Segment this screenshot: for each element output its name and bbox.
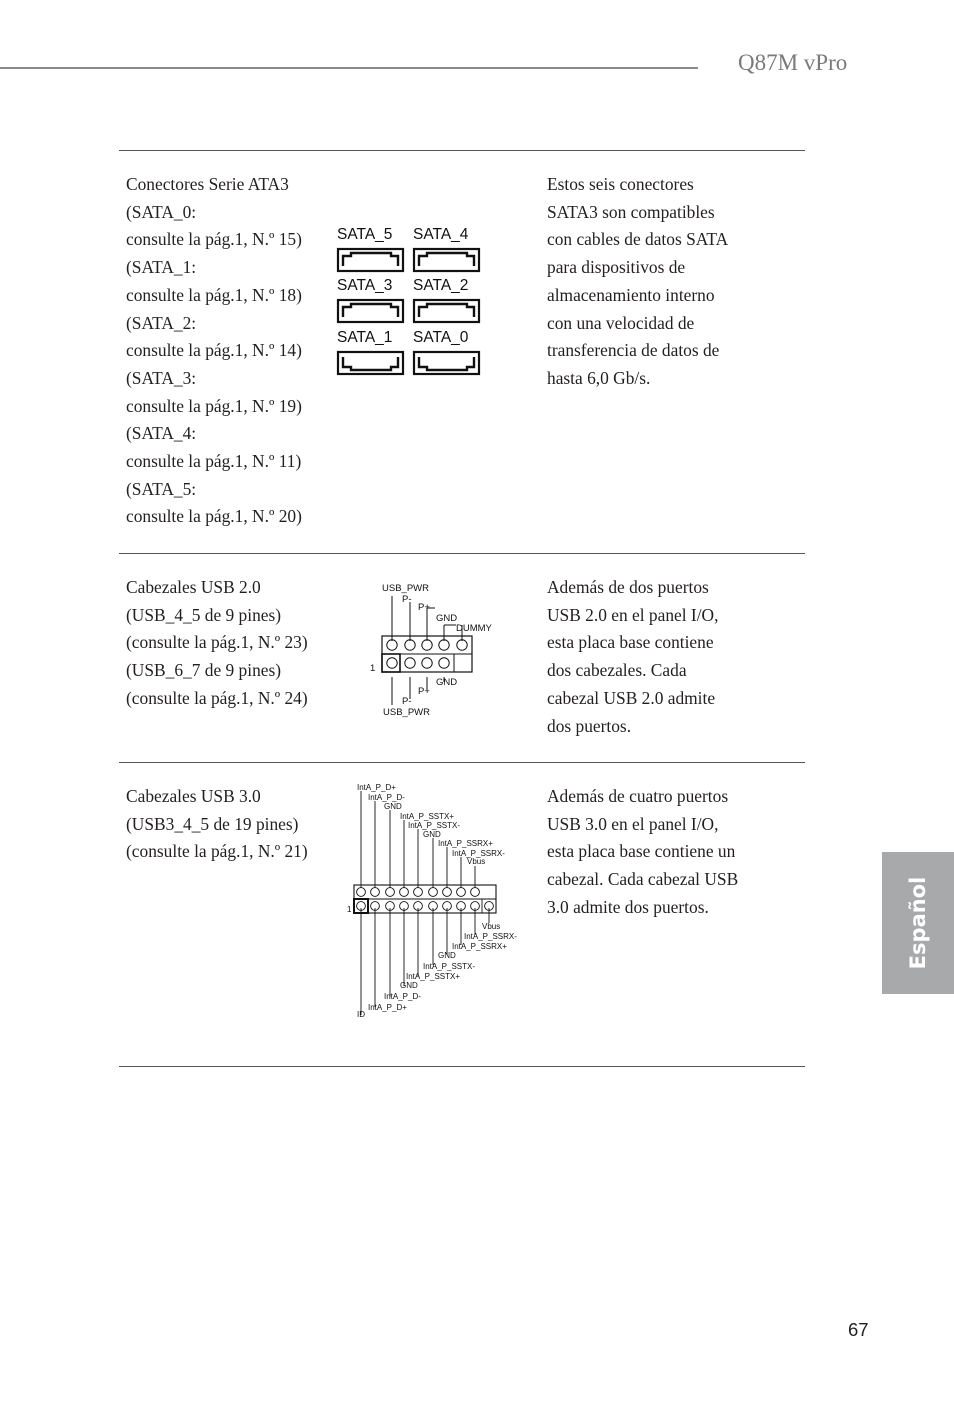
sata-connectors-diagram [336, 224, 486, 376]
text-line: transferencia de datos de [547, 340, 720, 361]
sata-description-left [126, 171, 302, 531]
pin-label: GND [438, 951, 456, 960]
text-line: 3.0 admite dos puertos. [547, 896, 709, 917]
pin-label: IntA_P_D- [368, 793, 405, 802]
pin-label: Vbus [482, 922, 501, 931]
text-line: consulte la pág.1, N.º 11) [126, 451, 302, 472]
text-line: consulte la pág.1, N.º 20) [126, 506, 302, 527]
pin-label: GND [384, 802, 402, 811]
text-line: Además de cuatro puertos [547, 786, 729, 806]
sata-description-right [547, 171, 728, 393]
usb3-description-right [547, 783, 738, 922]
pin-label: IntA_P_SSTX+ [406, 972, 461, 981]
text-line: (consulte la pág.1, N.º 23) [126, 632, 308, 653]
pin-label: Vbus [467, 857, 486, 866]
text-line: cabezal. Cada cabezal USB [547, 869, 739, 890]
model-name: Q87M vPro [738, 50, 848, 75]
text-line: Conectores Serie ATA3 [126, 174, 289, 194]
pin-label: IntA_P_SSRX- [464, 932, 517, 941]
sata-label: SATA_1 [337, 329, 393, 346]
pin-label: IntA_P_SSRX+ [452, 942, 507, 951]
text-line: (USB_6_7 de 9 pines) [126, 660, 282, 681]
text-line: esta placa base contiene un [547, 841, 736, 862]
pin-label: P- [402, 696, 412, 707]
text-line: consulte la pág.1, N.º 18) [126, 284, 302, 305]
text-line: dos puertos. [547, 715, 632, 736]
text-line: USB 3.0 en el panel I/O, [547, 813, 719, 834]
usb2-description-left [126, 574, 308, 713]
text-line: hasta 6,0 Gb/s. [547, 367, 651, 388]
usb3-description-left [126, 783, 308, 866]
sata-label: SATA_4 [413, 226, 469, 243]
text-line: con una velocidad de [547, 312, 695, 333]
text-line: (USB_4_5 de 9 pines) [126, 604, 282, 625]
text-line: Además de dos puertos [547, 577, 709, 597]
text-line: consulte la pág.1, N.º 15) [126, 229, 302, 250]
usb2-header-diagram [360, 578, 520, 720]
text-line: para dispositivos de [547, 257, 686, 278]
pin-label: USB_PWR [382, 583, 429, 594]
pin-label: ID [357, 1010, 365, 1019]
divider [119, 553, 805, 554]
text-line: (USB3_4_5 de 19 pines) [126, 813, 299, 834]
pin-label: P+ [418, 686, 430, 697]
text-line: almacenamiento interno [547, 284, 715, 305]
text-line: (SATA_0: [126, 201, 197, 222]
text-line: (SATA_4: [126, 423, 197, 444]
pin-label: GND [436, 677, 458, 688]
sata-label: SATA_5 [337, 226, 393, 243]
pin-label: GND [436, 613, 458, 624]
pin-label: P+ [418, 602, 430, 613]
divider [119, 150, 805, 151]
pin-label: P- [402, 594, 412, 605]
text-line: (SATA_5: [126, 478, 197, 499]
text-line: (consulte la pág.1, N.º 21) [126, 841, 308, 862]
text-line: (SATA_2: [126, 312, 197, 333]
text-line: cabezal USB 2.0 admite [547, 687, 716, 708]
divider [119, 1066, 805, 1067]
text-line: con cables de datos SATA [547, 229, 729, 250]
pin-label: IntA_P_D+ [368, 1003, 407, 1012]
pin-label: DUMMY [456, 623, 492, 634]
pin-label: IntA_P_D- [384, 992, 421, 1001]
pin-label: USB_PWR [383, 707, 430, 718]
usb3-header-diagram [340, 778, 530, 1020]
sata-label: SATA_3 [337, 277, 393, 294]
divider [119, 762, 805, 763]
pin-label: GND [400, 981, 418, 990]
pin-one-label: 1 [370, 663, 376, 674]
text-line: (consulte la pág.1, N.º 24) [126, 687, 308, 708]
language-tab-label: Español [906, 876, 930, 970]
header-rule [0, 67, 698, 69]
text-line: (SATA_3: [126, 367, 197, 388]
sata-label: SATA_0 [413, 329, 469, 346]
pin-label: IntA_P_SSTX+ [400, 812, 455, 821]
text-line: consulte la pág.1, N.º 19) [126, 395, 302, 416]
text-line: Cabezales USB 3.0 [126, 786, 261, 806]
sata-ports-graphic [336, 224, 486, 376]
pin-label: GND [423, 830, 441, 839]
pin-label: IntA_P_SSTX- [423, 962, 476, 971]
page-number: 67 [848, 1319, 869, 1340]
text-line: USB 2.0 en el panel I/O, [547, 604, 719, 625]
language-tab [882, 852, 954, 994]
pin-one-label: 1 [347, 905, 352, 914]
pin-label: IntA_P_D+ [357, 783, 396, 792]
usb2-description-right [547, 574, 718, 740]
text-line: dos cabezales. Cada [547, 660, 687, 681]
text-line: Cabezales USB 2.0 [126, 577, 261, 597]
text-line: Estos seis conectores [547, 174, 694, 194]
text-line: SATA3 son compatibles [547, 201, 715, 222]
text-line: consulte la pág.1, N.º 14) [126, 340, 302, 361]
text-line: esta placa base contiene [547, 632, 714, 653]
pin-label: IntA_P_SSRX+ [438, 839, 493, 848]
pin-label: IntA_P_SSTX- [408, 821, 461, 830]
pin-label: IntA_P_SSRX- [452, 849, 505, 858]
text-line: (SATA_1: [126, 257, 197, 278]
sata-label: SATA_2 [413, 277, 469, 294]
